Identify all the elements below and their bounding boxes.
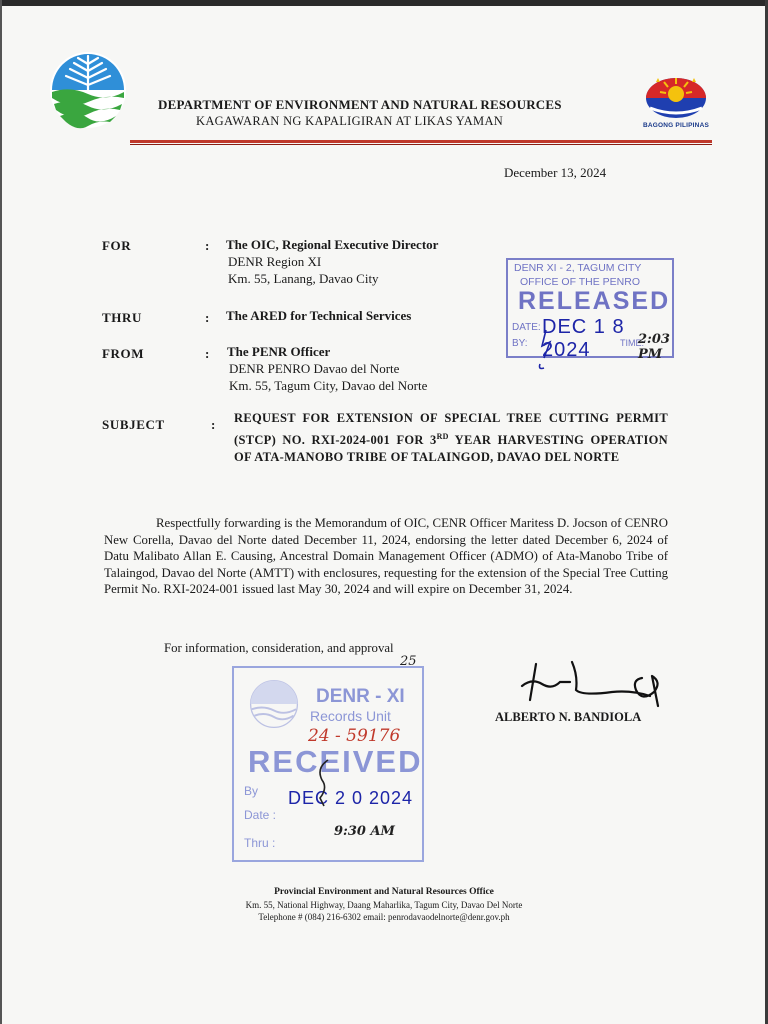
released-stamp-office: DENR XI - 2, TAGUM CITY [514,262,642,274]
released-stamp-initial-mark [532,328,562,372]
subject-label: SUBJECT [102,417,165,432]
for-label: FOR [102,238,132,253]
scan-edge-top [0,0,768,6]
released-stamp-time-value: 2:03 PM [638,332,670,362]
subject-text-part1: REQUEST FOR EXTENSION OF SPECIAL TREE CUTTING PERMIT (STCP) NO. RXI-2024-001 FOR 3 [234,411,668,447]
signer-name: ALBERTO N. BANDIOLA [495,710,642,724]
from-colon: : [205,346,210,361]
header-divider-shadow [130,144,712,145]
bagong-pilipinas-icon [636,72,716,122]
subject-colon: : [211,417,216,432]
header-divider [130,140,712,143]
for-recipient: The OIC, Regional Executive Director [226,237,439,252]
received-stamp-thru-label: Thru : [244,836,276,850]
released-stamp-title: RELEASED [518,287,671,315]
from-line2: DENR PENRO Davao del Norte [229,361,400,376]
received-stamp-unit: Records Unit [310,708,391,724]
closing-line: For information, consideration, and approval [164,641,394,655]
received-stamp-corner-note: 25 [400,654,417,669]
received-stamp-date-label: Date : [244,808,277,822]
from-sender: The PENR Officer [227,344,331,359]
subject-text [234,410,668,467]
letter-date: December 13, 2024 [504,165,607,180]
footer-office-name: Provincial Environment and Natural Resources Office [274,887,494,897]
footer-contact: Telephone # (084) 216-6302 email: penrodavaodelnorte@denr.gov.ph [258,912,510,922]
for-line2: DENR Region XI [228,254,322,269]
released-stamp [506,258,674,362]
denr-logo-icon [48,50,128,130]
department-name-filipino: KAGAWARAN NG KAPALIGIRAN AT LIKAS YAMAN [196,114,504,128]
for-colon: : [205,238,210,253]
footer-address: Km. 55, National Highway, Daang Maharlika, Tagum City, Davao Del Norte [245,900,523,910]
received-stamp-time-value: 9:30 AM [334,824,395,839]
received-stamp-number: 24 - 59176 [308,726,401,746]
received-stamp-logo-icon [248,678,300,730]
received-stamp-date-value: DEC 2 0 2024 [288,788,414,808]
released-stamp-by-label: BY: [512,338,528,349]
from-line3: Km. 55, Tagum City, Davao del Norte [229,378,428,393]
released-stamp-time-label: TIME: [620,338,644,348]
released-stamp-date-value: DEC 1 8 2024 [542,316,625,361]
received-stamp-office: DENR - XI [316,686,405,707]
scan-edge-left [0,0,2,1024]
released-stamp-date-label: DATE: [512,322,541,333]
bagong-pilipinas-label: BAGONG PILIPINAS [642,122,710,129]
body-paragraph: Respectfully forwarding is the Memorandum of OIC, CENR Officer Maritess D. Jocson of CENRO New Corella, Davao del Norte dated December 11, 2024, endorsing the letter dated December 6, 2024 of Datu Malibato Allan E. Causing, Ancestral Domain Management Officer (ADMO) of Ata-Manobo Tribe of Talaingod, Davao del Norte (AMTT) with enclosures, requesting for the extension of the Special Tree Cutting Permit No. RXI-2024-001 issued last May 30, 2024 and will expire on December 31, 2024. [104,516,668,596]
signature-mark [512,656,672,716]
from-label: FROM [102,346,145,361]
department-name: DEPARTMENT OF ENVIRONMENT AND NATURAL RESOURCES [158,97,562,112]
received-stamp-title: RECEIVED [248,744,423,779]
subject-text-part2: YEAR HARVESTING OPERATION OF ATA-MANOBO TRIBE OF TALAINGOD, DAVAO DEL NORTE [234,432,668,465]
received-stamp-by-label: By [244,784,259,798]
released-stamp-office2: OFFICE OF THE PENRO [520,276,640,288]
bagong-pilipinas-logo [636,72,716,134]
received-stamp-initial-mark [310,758,340,808]
thru-label: THRU [102,310,142,325]
thru-recipient: The ARED for Technical Services [226,308,412,323]
subject-superscript: RD [436,431,449,441]
received-stamp [232,654,424,862]
for-line3: Km. 55, Lanang, Davao City [228,271,379,286]
thru-colon: : [205,310,210,325]
